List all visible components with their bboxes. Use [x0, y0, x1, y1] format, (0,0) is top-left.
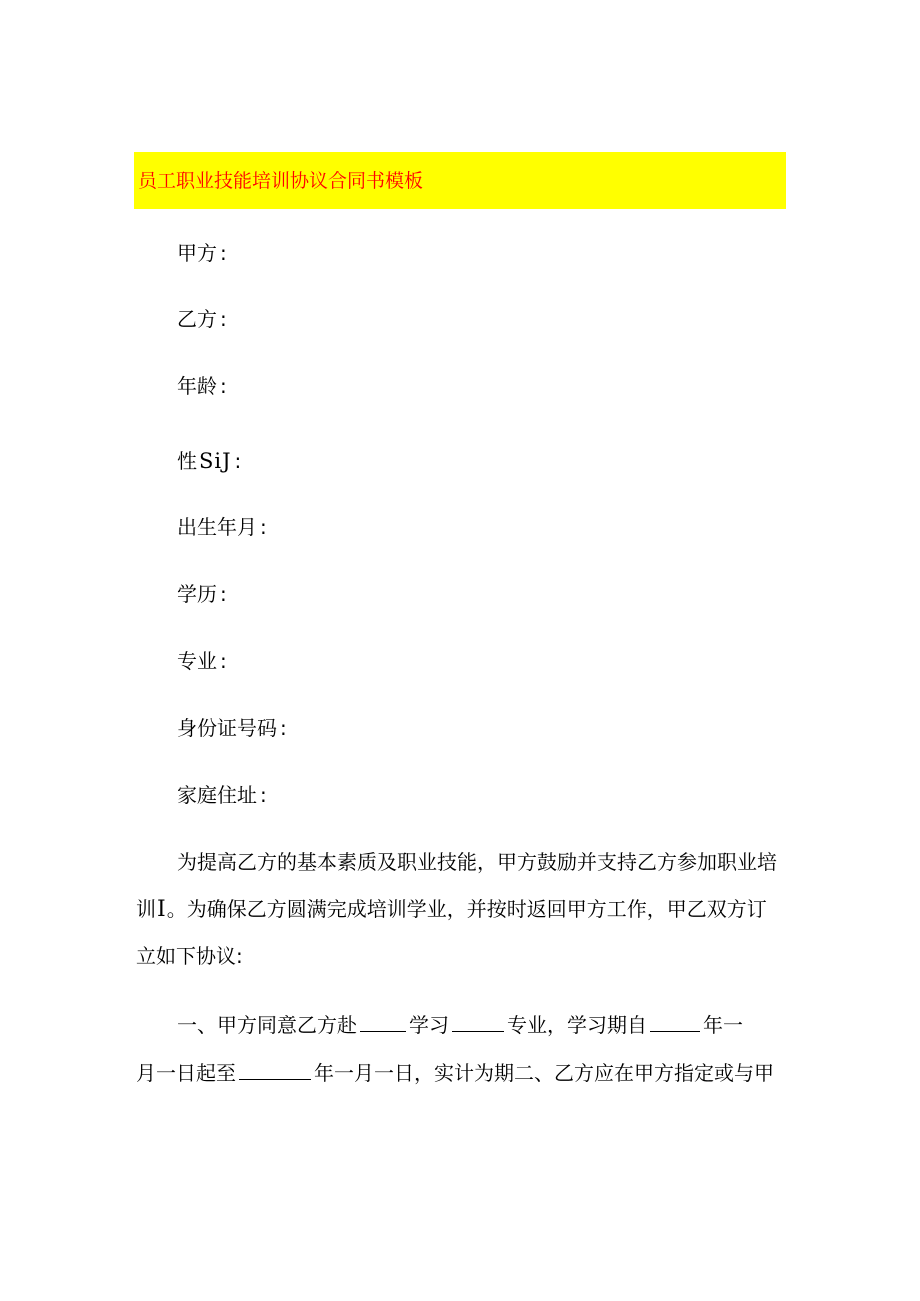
- field-label: 家庭住址: [177, 783, 257, 807]
- fill-blank: [360, 1011, 406, 1032]
- field-colon: :: [220, 582, 227, 606]
- field-major: [177, 648, 227, 674]
- field-label: 专业: [177, 649, 217, 673]
- field-colon: :: [260, 783, 267, 807]
- field-label: 乙方: [177, 307, 217, 331]
- field-label: 身份证号码: [177, 716, 277, 740]
- field-colon: :: [234, 449, 242, 473]
- intro-line-3: 立如下协议:: [136, 944, 243, 968]
- field-colon: :: [260, 515, 267, 539]
- field-label: 年龄: [177, 374, 217, 398]
- fill-blank: [239, 1059, 311, 1080]
- document-title: 员工职业技能培训协议合同书模板: [138, 170, 424, 192]
- field-label: 甲方: [177, 241, 217, 265]
- intro-line-2: [136, 896, 767, 923]
- field-party-a: [177, 240, 227, 266]
- field-colon: :: [220, 241, 227, 265]
- field-colon: :: [280, 716, 287, 740]
- field-colon: :: [220, 374, 227, 398]
- intro-line-1: 为提高乙方的基本素质及职业技能，甲方鼓励并支持乙方参加职业培: [177, 850, 777, 874]
- clause-text: 专业，学习期自: [507, 1013, 647, 1037]
- field-label: 性: [177, 449, 197, 473]
- clause-text: 年一月一日，实计为期二、乙方应在甲方指定或与甲: [314, 1061, 774, 1085]
- field-age: [177, 373, 227, 399]
- intro-text: 训: [136, 897, 156, 921]
- field-id-number: [177, 715, 287, 741]
- fill-blank: [452, 1011, 504, 1032]
- intro-text: 。为确保乙方圆满完成培训学业，并按时返回甲方工作，甲乙双方订: [166, 897, 767, 921]
- title-highlight: [134, 152, 786, 209]
- field-colon: :: [220, 649, 227, 673]
- field-home-address: [177, 782, 267, 808]
- field-colon: :: [220, 307, 227, 331]
- clause-text: 一、甲方同意乙方赴: [177, 1013, 357, 1037]
- field-party-b: [177, 306, 227, 332]
- field-birth-date: [177, 514, 267, 540]
- intro-garbled-glyph: I: [157, 897, 166, 922]
- clause-text: 月一日起至: [136, 1061, 236, 1085]
- fill-blank: [650, 1011, 700, 1032]
- field-education: [177, 581, 227, 607]
- field-label: 出生年月: [177, 515, 257, 539]
- clause-text: 年一: [703, 1013, 743, 1037]
- field-garbled-text: SiJ: [199, 449, 232, 473]
- clause-1-line-1: [177, 1011, 743, 1038]
- field-gender: [177, 448, 241, 474]
- field-label: 学历: [177, 582, 217, 606]
- clause-1-line-2: [136, 1059, 774, 1086]
- clause-text: 学习: [409, 1013, 449, 1037]
